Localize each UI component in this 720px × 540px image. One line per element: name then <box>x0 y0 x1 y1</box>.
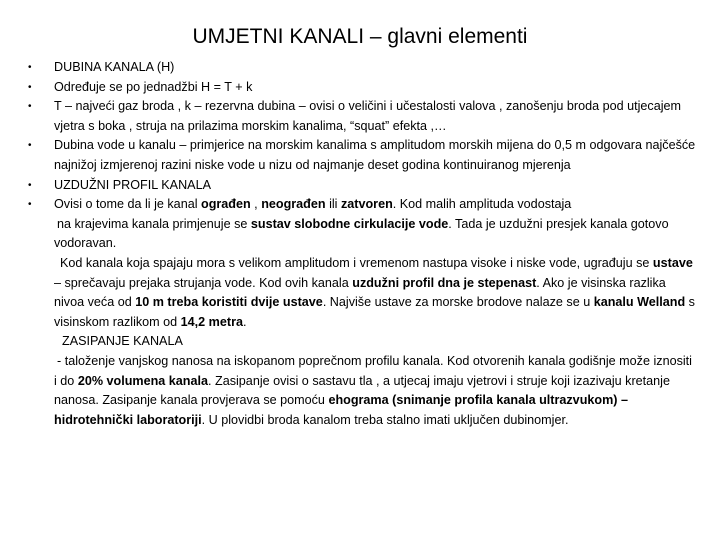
bullet-icon: • <box>28 81 32 93</box>
item-text: Određuje se po jednadžbi H = T + k <box>54 79 253 94</box>
paragraph-siltation-heading <box>28 332 698 352</box>
bullet-icon: • <box>28 101 32 113</box>
list-item-profile-heading <box>28 176 698 196</box>
para-bold-text: uzdužni profil dna je stepenast <box>352 275 537 290</box>
bullet-icon: • <box>28 179 32 191</box>
slide-content <box>28 58 698 430</box>
item-text-part: , <box>250 197 262 212</box>
para-text-part: . <box>242 314 247 329</box>
list-item-definitions <box>28 97 698 136</box>
item-text-part: . Kod malih amplituda vodostaja <box>392 197 572 212</box>
list-item-equation <box>28 78 698 98</box>
para-text-part: – sprečavaju prejaka strujanja vode. Kod ovih kanala <box>54 275 353 290</box>
item-text: DUBINA KANALA (H) <box>54 60 175 74</box>
item-text: T – najveći gaz broda , k – rezervna dubina – ovisi o veličini i učestalosti valova , zanošenju broda pod utjecajem vjetra s boka , struja na prilazima morskim kanalima, “squat” efekta ,… <box>54 99 682 133</box>
paragraph-siltation <box>28 352 698 430</box>
bullet-icon: • <box>28 199 32 211</box>
para-text-part: . Ako je visinska razlika nivoa veća od <box>54 275 666 310</box>
para-text-part: . Tada je uzdužni presjek kanala gotovo vodoravan. <box>54 216 669 251</box>
para-text-part: s visinskom razlikom od <box>54 295 695 329</box>
item-text: Dubina vode u kanalu – primjerice na morskim kanalima s amplitudom morskih mijena do 0,5 m odgovara najčešće najnižoj izmjerenoj razini niske vode u nizu od najmanje deset godina kontinuiranog mjerenja <box>54 138 696 172</box>
list-item-water-depth <box>28 136 698 175</box>
list-item-depth-heading <box>28 58 698 78</box>
bullet-icon: • <box>28 140 32 152</box>
para-bold-text: 10 m treba koristiti dvije ustave <box>135 295 323 310</box>
para-bold-text: 14,2 metra <box>180 314 243 329</box>
paragraph-free-circulation <box>28 215 698 254</box>
item-bold-text: ograđen <box>201 197 251 212</box>
para-text-part: na krajevima kanala primjenuje se <box>57 216 251 231</box>
bullet-icon: • <box>28 62 32 73</box>
paragraph-locks <box>28 254 698 332</box>
para-bold-text: kanalu Welland <box>593 295 686 310</box>
item-text: UZDUŽNI PROFIL KANALA <box>54 177 211 192</box>
para-text: ZASIPANJE KANALA <box>62 334 183 349</box>
para-bold-text: ustave <box>652 255 693 270</box>
item-bold-text: zatvoren <box>340 197 393 212</box>
list-item-canal-types <box>28 195 698 215</box>
slide-title: UMJETNI KANALI – glavni elementi <box>192 25 528 48</box>
item-text-part: Ovisi o tome da li je kanal <box>54 197 201 212</box>
para-text-part: . Zasipanje ovisi o sastavu tla , a utjecaj imaju vjetrovi i struje koji izazivaju kretanje nanosa. Zasipanje kanala provjerava se pomoću <box>54 373 670 408</box>
para-text-part: . Najviše ustave za morske brodove nalaze se u <box>322 295 594 310</box>
para-text-part: . U plovidbi broda kanalom treba stalno imati uključen dubinomjer. <box>201 412 569 427</box>
item-bold-text: neograđen <box>261 197 326 212</box>
para-bold-text: sustav slobodne cirkulacije vode <box>250 216 449 231</box>
para-text-part: - taloženje vanjskog nanosa na iskopanom poprečnom profilu kanala. Kod otvorenih kanala godišnje može iznositi i do <box>54 353 692 388</box>
para-text-part: Kod kanala koja spajaju mora s velikom amplitudom i vremenom nastupa visoke i niske vode, ugrađuju se <box>60 255 653 270</box>
item-text-part: ili <box>325 197 341 212</box>
para-bold-text: ehograma (snimanje profila kanala ultrazvukom) – hidrotehnički laboratoriji <box>54 393 628 427</box>
para-bold-text: 20% volumena kanala <box>77 373 209 388</box>
